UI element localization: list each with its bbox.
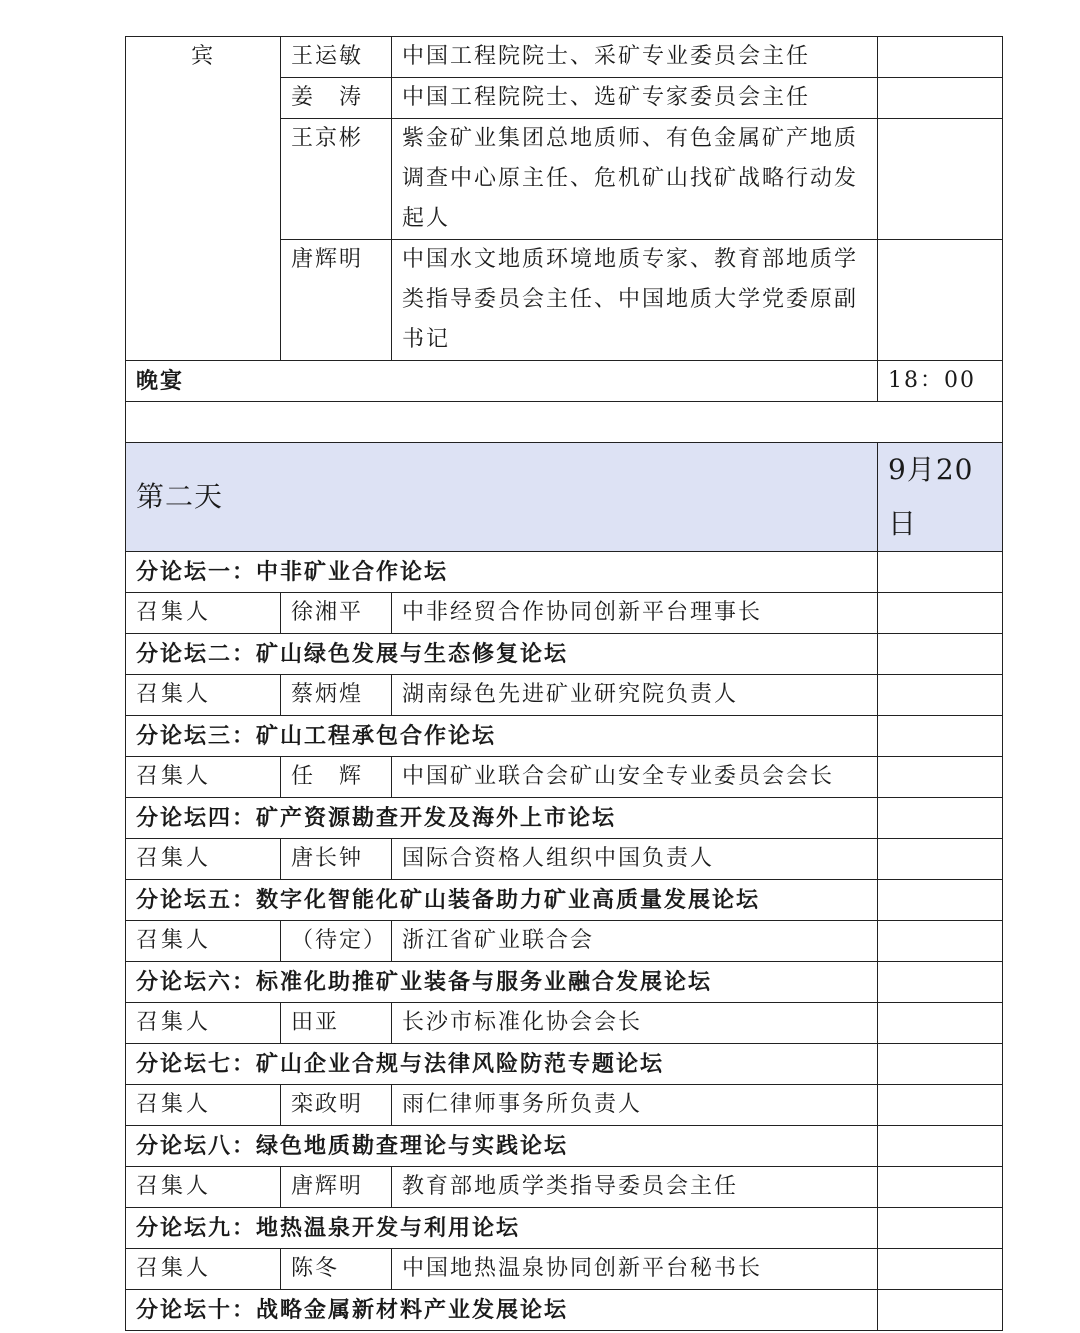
forum-title-row xyxy=(126,1044,1003,1085)
convener-label: 召集人 xyxy=(126,1085,281,1126)
convener-row xyxy=(126,1167,1003,1208)
convener-name: 蔡炳煌 xyxy=(281,675,392,716)
convener-row xyxy=(126,757,1003,798)
guest-name: 王京彬 xyxy=(281,119,392,240)
day-header-row xyxy=(126,443,1003,552)
forum-title: 分论坛二：矿山绿色发展与生态修复论坛 xyxy=(126,634,878,675)
convener-label: 召集人 xyxy=(126,593,281,634)
spacer-row xyxy=(126,402,1003,443)
guest-role-label: 宾 xyxy=(126,37,281,361)
guest-name: 王运敏 xyxy=(281,37,392,78)
guest-title: 中国工程院院士、采矿专业委员会主任 xyxy=(392,37,878,78)
convener-label: 召集人 xyxy=(126,757,281,798)
convener-title: 浙江省矿业联合会 xyxy=(392,921,878,962)
forum-time-cell xyxy=(878,880,1003,921)
convener-row xyxy=(126,921,1003,962)
agenda-table xyxy=(125,36,1003,1331)
guest-time-cell xyxy=(878,37,1003,78)
forum-time-cell xyxy=(878,962,1003,1003)
forum-title: 分论坛九：地热温泉开发与利用论坛 xyxy=(126,1208,878,1249)
forum-time-cell xyxy=(878,716,1003,757)
forum-time-cell xyxy=(878,552,1003,593)
convener-name: 任 辉 xyxy=(281,757,392,798)
convener-name: 唐辉明 xyxy=(281,1167,392,1208)
forum-title-row xyxy=(126,716,1003,757)
convener-label: 召集人 xyxy=(126,921,281,962)
convener-title: 湖南绿色先进矿业研究院负责人 xyxy=(392,675,878,716)
guest-name: 姜 涛 xyxy=(281,78,392,119)
convener-title: 教育部地质学类指导委员会主任 xyxy=(392,1167,878,1208)
forum-title-row xyxy=(126,552,1003,593)
forum-title-row xyxy=(126,880,1003,921)
convener-label: 召集人 xyxy=(126,675,281,716)
convener-label: 召集人 xyxy=(126,1167,281,1208)
convener-label: 召集人 xyxy=(126,1003,281,1044)
convener-label: 召集人 xyxy=(126,839,281,880)
forum-title-row xyxy=(126,634,1003,675)
convener-name: 陈冬 xyxy=(281,1249,392,1290)
guest-title: 紫金矿业集团总地质师、有色金属矿产地质调查中心原主任、危机矿山找矿战略行动发起人 xyxy=(392,119,878,240)
forum-title-row xyxy=(126,962,1003,1003)
forum-title-row xyxy=(126,1290,1003,1331)
convener-label: 召集人 xyxy=(126,1249,281,1290)
convener-time-cell xyxy=(878,921,1003,962)
day-label: 第二天 xyxy=(126,443,878,552)
convener-time-cell xyxy=(878,1003,1003,1044)
banquet-time: 18：00 xyxy=(878,361,1003,402)
convener-name: 唐长钟 xyxy=(281,839,392,880)
guest-title: 中国水文地质环境地质专家、教育部地质学类指导委员会主任、中国地质大学党委原副书记 xyxy=(392,240,878,361)
guest-time-cell xyxy=(878,78,1003,119)
banquet-row xyxy=(126,361,1003,402)
forum-time-cell xyxy=(878,798,1003,839)
convener-row xyxy=(126,593,1003,634)
forum-time-cell xyxy=(878,1126,1003,1167)
convener-name: 田亚 xyxy=(281,1003,392,1044)
banquet-label: 晚宴 xyxy=(126,361,878,402)
convener-time-cell xyxy=(878,1085,1003,1126)
forum-title: 分论坛七：矿山企业合规与法律风险防范专题论坛 xyxy=(126,1044,878,1085)
forum-title-row xyxy=(126,798,1003,839)
convener-time-cell xyxy=(878,839,1003,880)
convener-time-cell xyxy=(878,593,1003,634)
convener-time-cell xyxy=(878,1249,1003,1290)
day-date: 9月20日 xyxy=(878,443,1003,552)
convener-row xyxy=(126,839,1003,880)
convener-time-cell xyxy=(878,675,1003,716)
convener-name: 徐湘平 xyxy=(281,593,392,634)
convener-title: 中国地热温泉协同创新平台秘书长 xyxy=(392,1249,878,1290)
convener-title: 长沙市标准化协会会长 xyxy=(392,1003,878,1044)
convener-title: 雨仁律师事务所负责人 xyxy=(392,1085,878,1126)
convener-time-cell xyxy=(878,757,1003,798)
forum-title: 分论坛十：战略金属新材料产业发展论坛 xyxy=(126,1290,878,1331)
forum-title-row xyxy=(126,1208,1003,1249)
forum-title: 分论坛五：数字化智能化矿山装备助力矿业高质量发展论坛 xyxy=(126,880,878,921)
convener-title: 中国矿业联合会矿山安全专业委员会会长 xyxy=(392,757,878,798)
convener-name: 栾政明 xyxy=(281,1085,392,1126)
convener-title: 国际合资格人组织中国负责人 xyxy=(392,839,878,880)
guest-title: 中国工程院院士、选矿专家委员会主任 xyxy=(392,78,878,119)
convener-row xyxy=(126,1003,1003,1044)
forum-time-cell xyxy=(878,1044,1003,1085)
forum-title: 分论坛三：矿山工程承包合作论坛 xyxy=(126,716,878,757)
forum-title: 分论坛一：中非矿业合作论坛 xyxy=(126,552,878,593)
guest-row xyxy=(126,37,1003,78)
forum-time-cell xyxy=(878,634,1003,675)
convener-name: （待定） xyxy=(281,921,392,962)
convener-time-cell xyxy=(878,1167,1003,1208)
guest-name: 唐辉明 xyxy=(281,240,392,361)
forum-title: 分论坛六：标准化助推矿业装备与服务业融合发展论坛 xyxy=(126,962,878,1003)
convener-row xyxy=(126,1085,1003,1126)
forum-title-row xyxy=(126,1126,1003,1167)
convener-row xyxy=(126,675,1003,716)
convener-title: 中非经贸合作协同创新平台理事长 xyxy=(392,593,878,634)
convener-row xyxy=(126,1249,1003,1290)
forum-title: 分论坛四：矿产资源勘查开发及海外上市论坛 xyxy=(126,798,878,839)
guest-time-cell xyxy=(878,119,1003,240)
forum-title: 分论坛八：绿色地质勘查理论与实践论坛 xyxy=(126,1126,878,1167)
forum-time-cell xyxy=(878,1290,1003,1331)
guest-time-cell xyxy=(878,240,1003,361)
forum-time-cell xyxy=(878,1208,1003,1249)
spacer-cell xyxy=(126,402,1003,443)
